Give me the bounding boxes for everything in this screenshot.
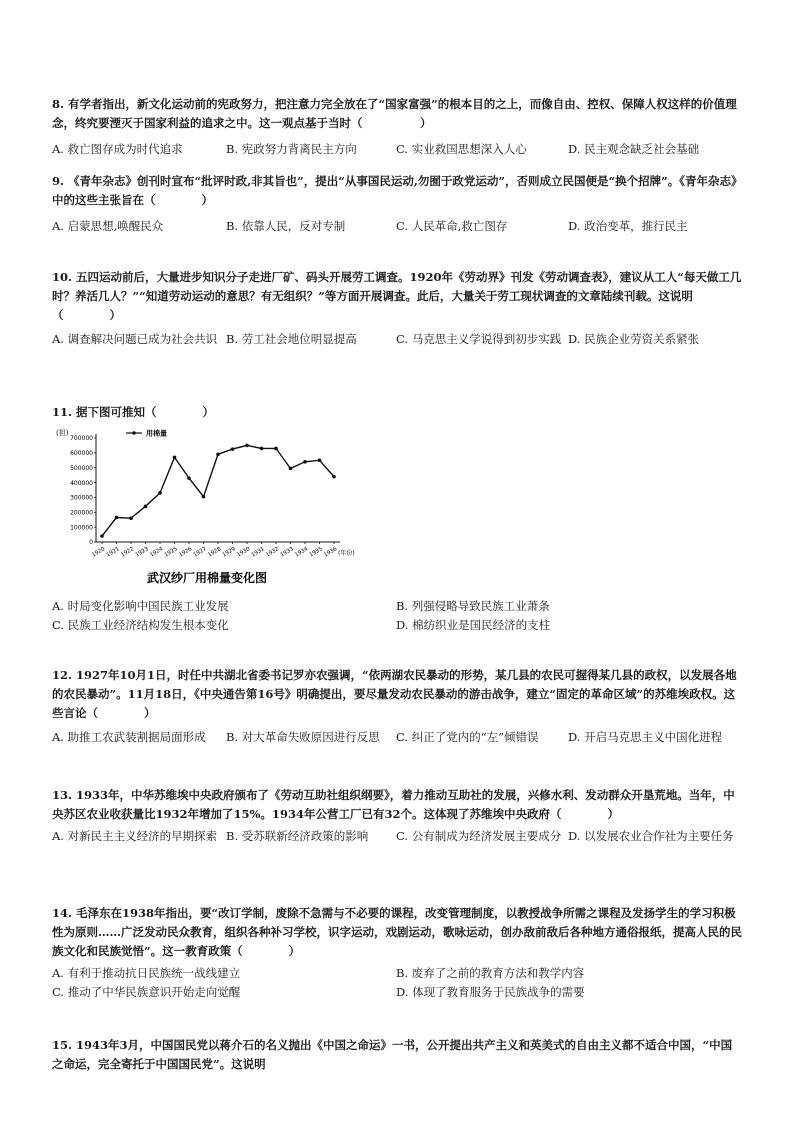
legend-label: 用棉量: [146, 429, 167, 438]
question-14: [52, 904, 742, 1003]
option-c[interactable]: C. 马克思主义学说得到初步实践: [396, 332, 562, 346]
option-a[interactable]: A. 对新民主主义经济的早期探索: [52, 829, 218, 843]
chart-title: 武汉纱厂用棉量变化图: [146, 571, 268, 585]
option-b[interactable]: B. 依靠人民，反对专制: [226, 219, 346, 233]
legend-marker: [132, 431, 136, 435]
option-a[interactable]: A. 时局变化影响中国民族工业发展: [52, 599, 229, 613]
chart-axes: [96, 434, 340, 542]
data-point: [274, 447, 278, 451]
option-d[interactable]: D. 棉纺织业是国民经济的支柱: [396, 618, 551, 632]
data-point: [245, 444, 249, 448]
option-c[interactable]: C. 纠正了党内的“左”倾错误: [396, 730, 539, 744]
data-point: [187, 476, 191, 480]
y-tick-label: 0: [89, 539, 93, 547]
option-c[interactable]: C. 推动了中华民族意识开始走向觉醒: [52, 985, 241, 999]
question-stem: 14. 毛泽东在1938年指出，要“改订学制，废除不急需与不必要的课程，改变管理制度，以教授战争所需之课程及发扬学生的学习积极性为原则……广泛发动民众教育，组织各种补习学校，识字运动，戏剧运动，歌咏运动，创办敌前敌后各种地方通俗报纸，提高人民的民族文化和民族觉悟”。这一教育政策（ ）: [52, 906, 742, 958]
data-point: [144, 505, 148, 509]
question-10: [52, 268, 742, 367]
y-tick-label: 500000: [70, 464, 93, 472]
data-point: [332, 475, 336, 479]
question-13: [52, 786, 742, 864]
y-tick-label: 300000: [70, 494, 93, 502]
option-d[interactable]: D. 以发展农业合作社为主要任务: [568, 829, 734, 843]
y-axis-unit: (担): [56, 429, 69, 437]
option-b[interactable]: B. 对大革命失败原因进行反思: [226, 730, 380, 744]
question-8: [52, 95, 742, 159]
y-tick-label: 200000: [70, 509, 93, 517]
data-point: [202, 495, 206, 499]
option-c[interactable]: C. 实业救国思想深入人心: [396, 142, 527, 156]
question-stem: 13. 1933年，中华苏维埃中央政府颁布了《劳动互助社组织纲要》，着力推动互助社的发展，兴修水利、发动群众开垦荒地。当年，中央苏区农业收获量比1932年增加了15%。1934年公营工厂已有32个。这体现了苏维埃中央政府（ ）: [52, 788, 735, 821]
question-9: [52, 172, 742, 236]
x-axis-unit: (年份): [338, 550, 355, 557]
x-tick-label: 1935: [308, 546, 324, 559]
y-tick-label: 600000: [70, 450, 93, 458]
data-point: [231, 447, 235, 451]
data-point: [318, 458, 322, 462]
option-a[interactable]: A. 助推工农武装割据局面形成: [52, 730, 206, 744]
question-stem: 10. 五四运动前后，大量进步知识分子走进厂矿、码头开展劳工调查。1920年《劳动界》刊发《劳动调查表》，建议从工人“每天做工几时？养活几人？”“知道劳动运动的意思？有无组织？”等方面开展调查。此后，大量关于劳工现状调查的文章陆续刊载。这说明（ ）: [52, 270, 742, 322]
data-point: [260, 447, 264, 451]
question-stem: 9. 《青年杂志》创刊时宣布“批评时政,非其旨也”，提出“从事国民运动,勿囿于政党运动”，否则成立民国便是“换个招牌”。《青年杂志》中的这些主张旨在（ ）: [52, 174, 737, 207]
question-stem: 8. 有学者指出，新文化运动前的宪政努力，把注意力完全放在了“国家富强”的根本目的之上，而像自由、控权、保障人权这样的价值理念，终究要湮灭于国家利益的追求之中。这一观点基于当时（ ）: [52, 97, 737, 130]
option-c[interactable]: C. 公有制成为经济发展主要成分: [396, 829, 562, 843]
series-line-cotton: [102, 445, 334, 536]
option-a[interactable]: A. 启蒙思想,唤醒民众: [52, 219, 164, 233]
question-stem: 12. 1927年10月1日，时任中共湖北省委书记罗亦农强调，“依两湖农民暴动的形势，某几县的农民可握得某几县的政权，以发展各地的农民暴动”。11月18日，《中央通告第16号》明确提出，要尽量发动农民暴动的游击战争，建立“固定的革命区域”的苏维埃政权。这些言论（ ）: [52, 668, 737, 720]
option-d[interactable]: D. 体现了教育服务于民族战争的需要: [396, 985, 585, 999]
option-b[interactable]: B. 列强侵略导致民族工业萧条: [396, 599, 550, 613]
x-tick-label: 1931: [250, 546, 266, 559]
data-point: [303, 460, 307, 464]
option-a[interactable]: A. 救亡图存成为时代追求: [52, 142, 183, 156]
x-tick-label: 1933: [279, 546, 295, 559]
data-point: [173, 456, 177, 460]
x-tick-label: 1926: [178, 546, 194, 559]
x-tick-label: 1929: [221, 546, 237, 559]
x-tick-label: 1920: [91, 546, 107, 559]
question-11: [52, 403, 742, 422]
x-tick-label: 1921: [105, 546, 121, 559]
y-tick-labels: [70, 435, 96, 546]
x-tick-label: 1922: [120, 546, 136, 559]
x-tick-label: 1932: [265, 546, 281, 559]
option-c[interactable]: C. 民族工业经济结构发生根本变化: [52, 618, 229, 632]
question-stem: 15. 1943年3月，中国国民党以蒋介石的名义抛出《中国之命运》一书，公开提出共产主义和英美式的自由主义都不适合中国，“中国之命运，完全寄托于中国国民党”。这说明: [52, 1038, 733, 1071]
option-d[interactable]: D. 开启马克思主义中国化进程: [568, 730, 723, 744]
x-tick-label: 1925: [163, 546, 179, 559]
option-b[interactable]: B. 废弃了之前的教育方法和教学内容: [396, 966, 585, 980]
x-tick-label: 1927: [192, 546, 208, 559]
y-tick-label: 400000: [70, 479, 93, 487]
y-tick-label: 100000: [70, 524, 93, 532]
data-point: [216, 453, 220, 457]
option-b[interactable]: B. 劳工社会地位明显提高: [226, 332, 357, 346]
x-tick-label: 1924: [149, 546, 165, 559]
option-d[interactable]: D. 民族企业劳资关系紧张: [568, 332, 700, 346]
option-d[interactable]: D. 民主观念缺乏社会基础: [568, 142, 700, 156]
data-point: [129, 516, 133, 520]
data-point: [100, 534, 104, 538]
option-a[interactable]: A. 调查解决问题已成为社会共识: [52, 332, 218, 346]
x-tick-label: 1936: [323, 546, 339, 559]
data-point: [289, 467, 293, 471]
y-tick-label: 700000: [70, 435, 93, 443]
cotton-usage-line-chart: [52, 424, 364, 590]
x-tick-label: 1930: [236, 546, 252, 559]
option-b[interactable]: B. 受苏联新经济政策的影响: [226, 829, 369, 843]
question-15: [52, 1036, 742, 1074]
data-point: [115, 516, 119, 520]
x-tick-labels: [91, 542, 339, 559]
question-12: [52, 666, 742, 747]
x-tick-label: 1923: [134, 546, 150, 559]
x-tick-label: 1934: [294, 546, 310, 559]
option-a[interactable]: A. 有利于推动抗日民族统一战线建立: [52, 966, 241, 980]
x-tick-label: 1928: [207, 546, 223, 559]
series-points: [100, 444, 336, 538]
option-b[interactable]: B. 宪政努力背离民主方向: [226, 142, 357, 156]
question-11-options: [52, 598, 742, 636]
question-stem: 11. 据下图可推知（ ）: [52, 405, 215, 419]
option-c[interactable]: C. 人民革命,救亡图存: [396, 219, 508, 233]
data-point: [158, 491, 162, 495]
option-d[interactable]: D. 政治变革，推行民主: [568, 219, 688, 233]
